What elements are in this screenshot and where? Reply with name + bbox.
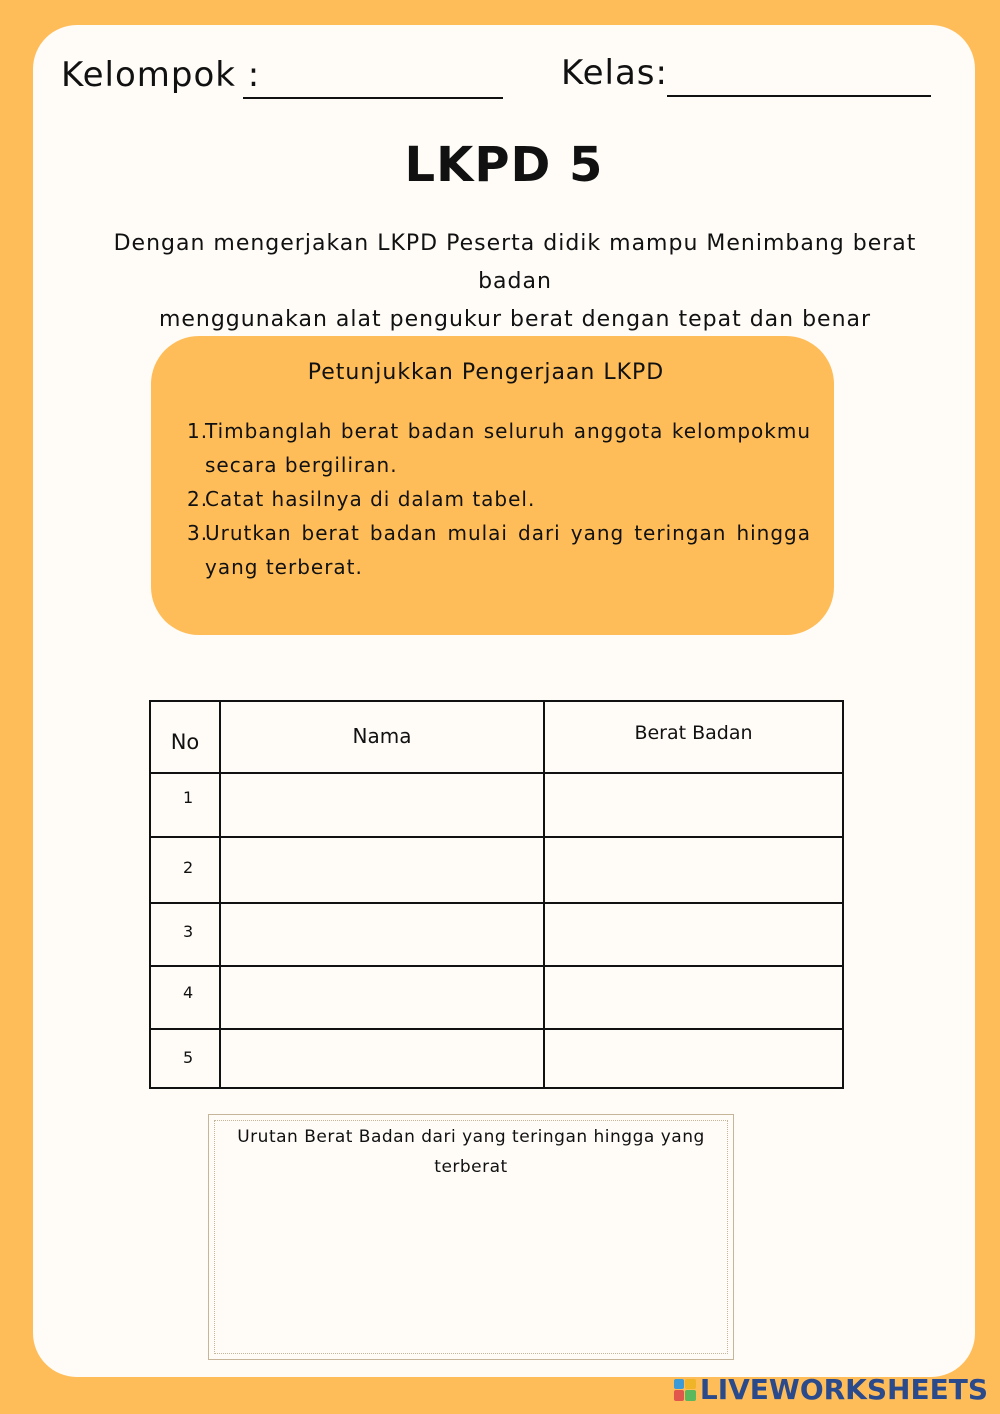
instructions-box bbox=[151, 336, 834, 635]
weight-cell[interactable] bbox=[545, 967, 842, 1028]
table-row bbox=[151, 904, 842, 967]
page-title: LKPD 5 bbox=[404, 137, 604, 193]
header-berat-badan: Berat Badan bbox=[634, 722, 753, 744]
table-header-row bbox=[151, 702, 842, 774]
order-answer-prompt: Urutan Berat Badan dari yang teringan hingga yang terberat bbox=[237, 1127, 705, 1177]
weight-cell[interactable] bbox=[545, 838, 842, 902]
class-input-line[interactable] bbox=[667, 95, 931, 97]
row-number-cell: 3 bbox=[151, 904, 221, 965]
weight-cell[interactable] bbox=[545, 904, 842, 965]
instruction-text: Catat hasilnya di dalam tabel. bbox=[205, 487, 536, 511]
weight-cell[interactable] bbox=[545, 774, 842, 836]
group-label: Kelompok : bbox=[61, 55, 261, 95]
row-number-cell: 1 bbox=[151, 774, 221, 836]
brand-name: LIVEWORKSHEETS bbox=[699, 1373, 988, 1406]
group-input-line[interactable] bbox=[243, 97, 503, 99]
intro-line-2: menggunakan alat pengukur berat dengan tepat dan benar bbox=[158, 307, 872, 332]
row-number-cell: 2 bbox=[151, 838, 221, 902]
instruction-number: 2. bbox=[187, 487, 209, 511]
weight-cell[interactable] bbox=[545, 1030, 842, 1089]
row-number-cell: 4 bbox=[151, 967, 221, 1028]
worksheet-page bbox=[33, 25, 975, 1377]
name-cell[interactable] bbox=[221, 1030, 545, 1089]
instruction-item bbox=[187, 414, 811, 482]
table-row bbox=[151, 838, 842, 904]
instructions-list bbox=[187, 414, 811, 584]
instruction-item bbox=[187, 482, 811, 516]
name-cell[interactable] bbox=[221, 967, 545, 1028]
brand-watermark bbox=[674, 1373, 988, 1406]
table-row bbox=[151, 967, 842, 1030]
table-row bbox=[151, 774, 842, 838]
name-cell[interactable] bbox=[221, 838, 545, 902]
weight-table bbox=[149, 700, 844, 1089]
class-label: Kelas: bbox=[561, 53, 668, 93]
order-answer-box[interactable] bbox=[208, 1114, 734, 1360]
liveworksheets-logo-icon bbox=[674, 1379, 696, 1401]
name-cell[interactable] bbox=[221, 774, 545, 836]
header-no: No bbox=[151, 702, 221, 772]
table-row bbox=[151, 1030, 842, 1089]
instruction-text: Timbanglah berat badan seluruh anggota kelompokmu secara bergiliran. bbox=[205, 419, 811, 477]
header-nama: Nama bbox=[221, 702, 545, 772]
instruction-item bbox=[187, 516, 811, 584]
instruction-number: 1. bbox=[187, 419, 209, 443]
instructions-title: Petunjukkan Pengerjaan LKPD bbox=[307, 360, 665, 385]
instruction-text: Urutkan berat badan mulai dari yang teringan hingga yang terberat. bbox=[205, 521, 811, 579]
intro-line-1: Dengan mengerjakan LKPD Peserta didik mampu Menimbang berat badan bbox=[113, 231, 917, 294]
row-number-cell: 5 bbox=[151, 1030, 221, 1089]
instruction-number: 3. bbox=[187, 521, 209, 545]
name-cell[interactable] bbox=[221, 904, 545, 965]
intro-paragraph bbox=[75, 225, 955, 339]
